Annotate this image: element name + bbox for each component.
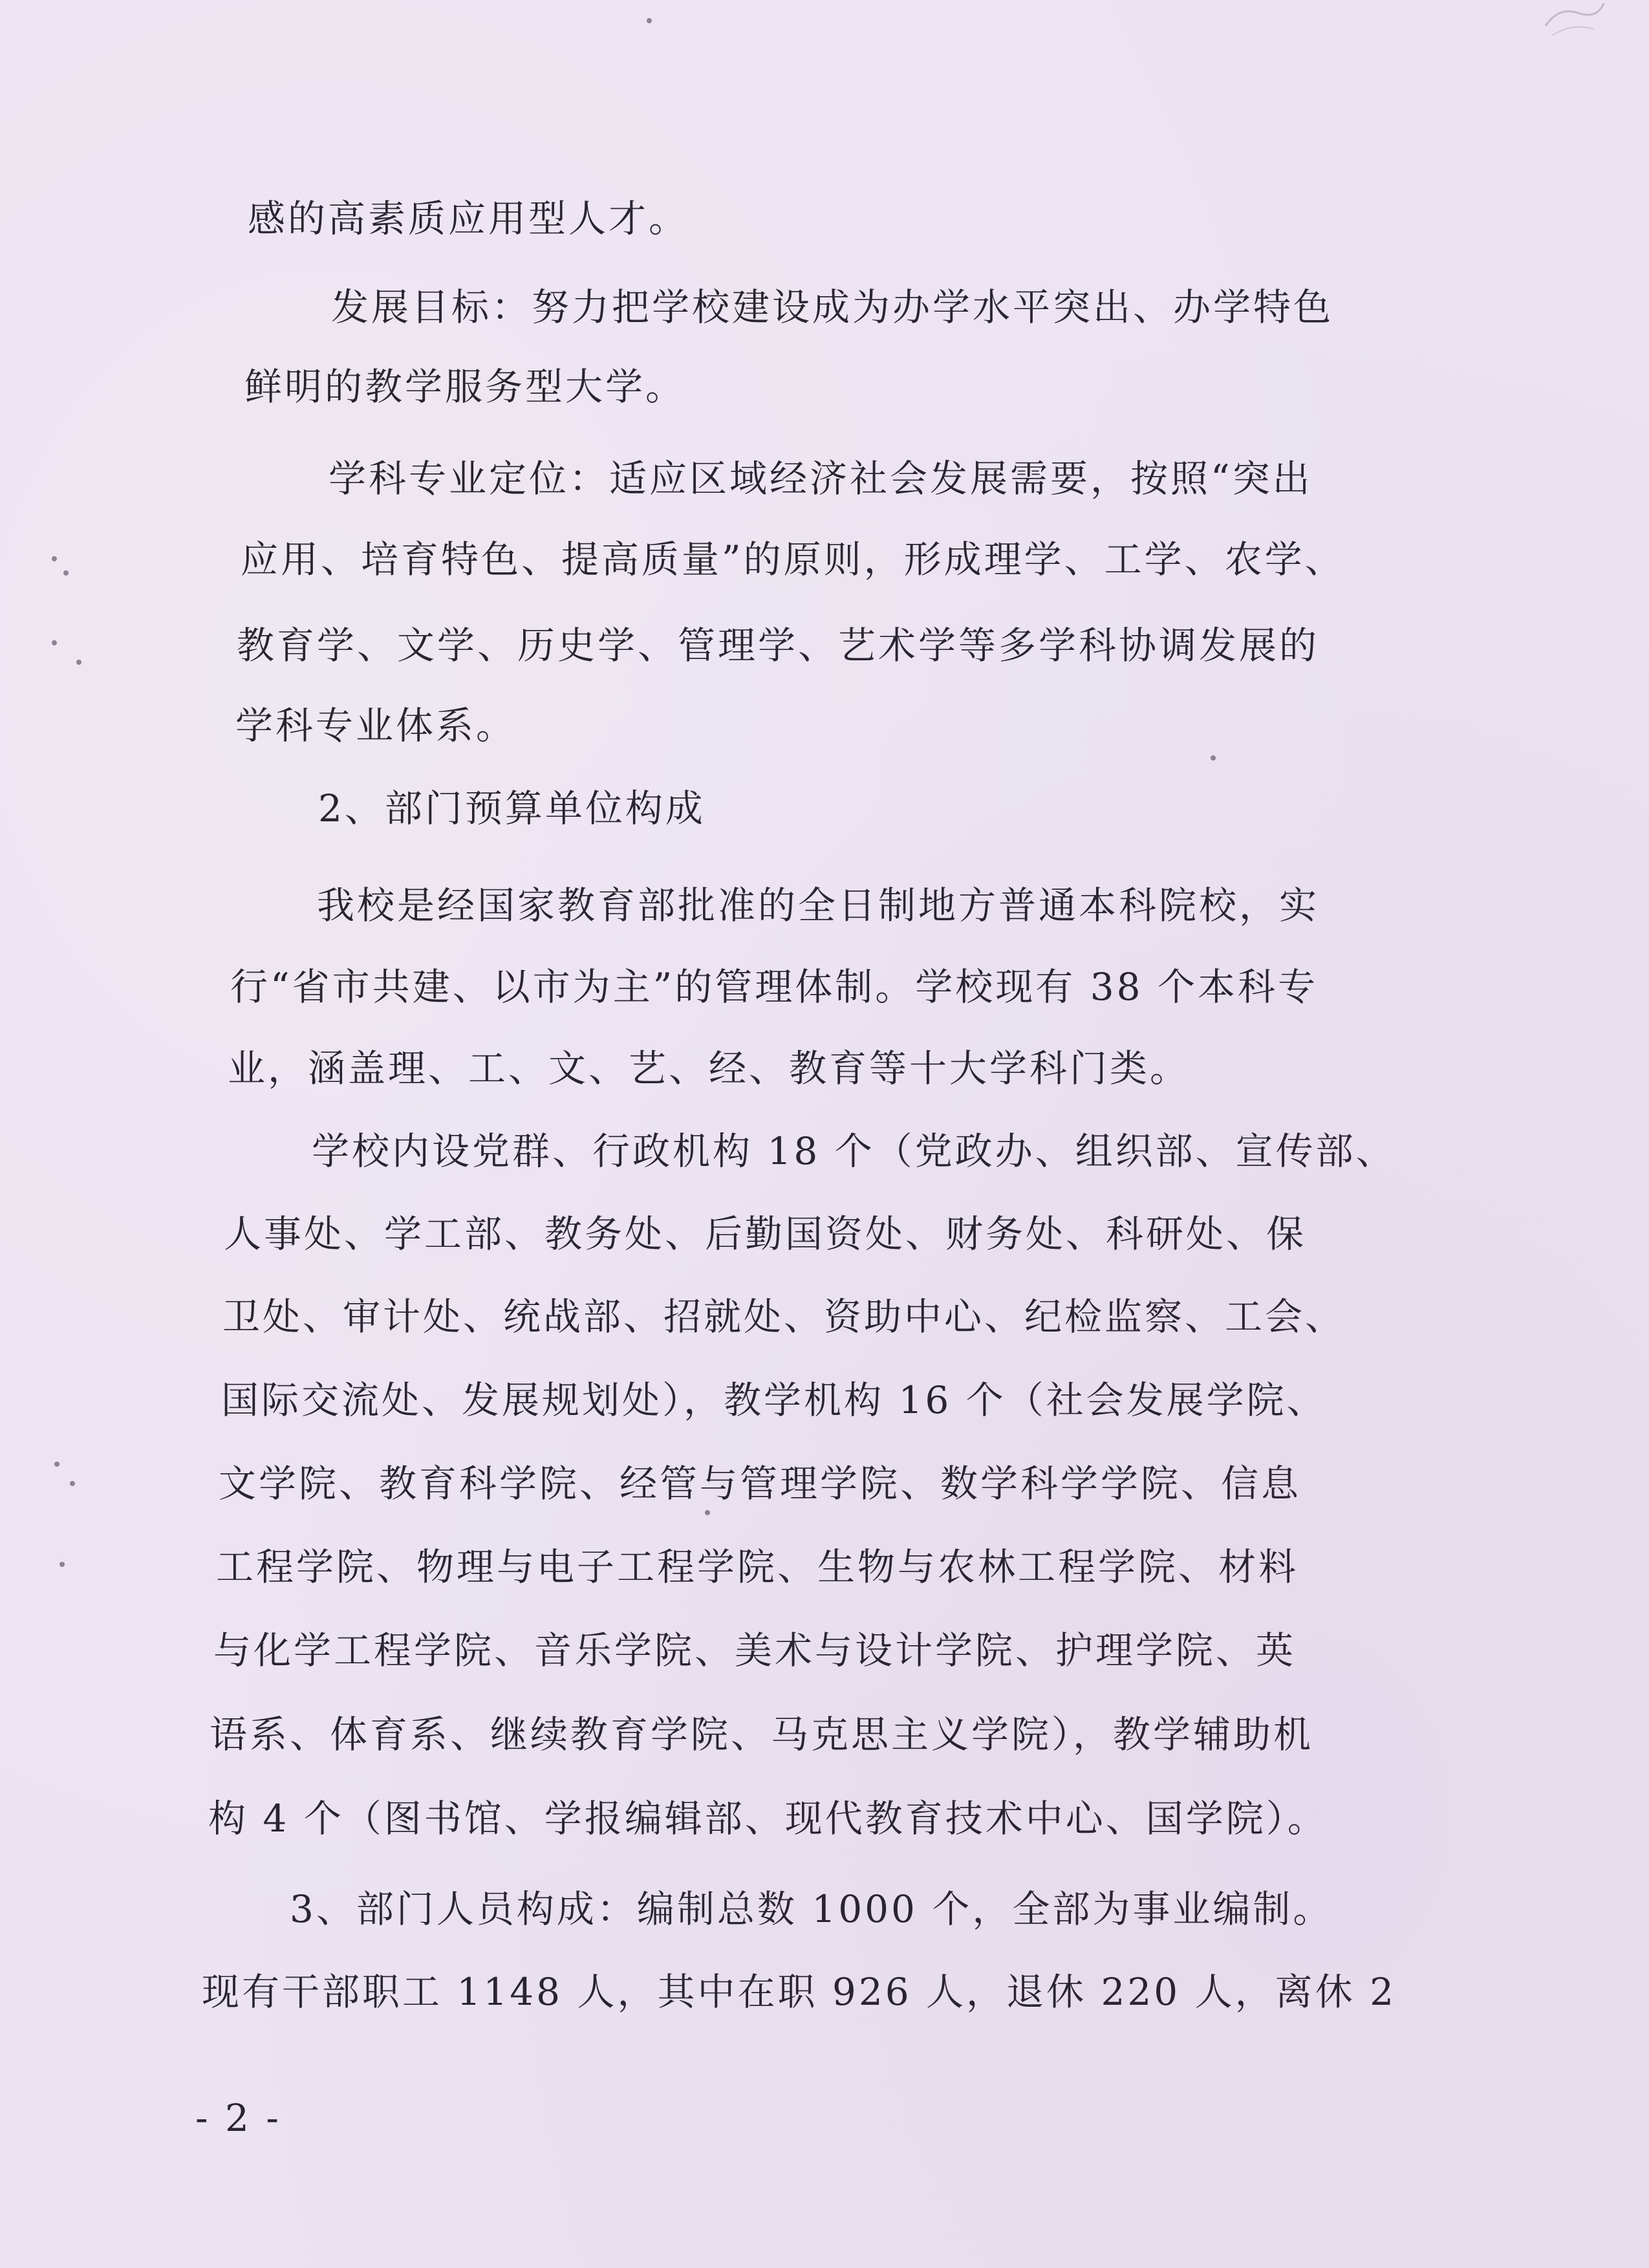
text-line: 学校内设党群、行政机构 18 个（党政办、组织部、宣传部、	[312, 1129, 1396, 1173]
text-line: 行“省市共建、以市为主”的管理体制。学校现有 38 个本科专	[230, 965, 1318, 1009]
text-line: 工程学院、物理与电子工程学院、生物与农林工程学院、材料	[216, 1545, 1299, 1589]
text-line: 发展目标：努力把学校建设成为办学水平突出、办学特色	[331, 285, 1334, 329]
scan-speck	[63, 570, 69, 576]
scan-speck	[76, 660, 81, 665]
scan-speck	[647, 18, 652, 23]
text-line: 卫处、审计处、统战部、招就处、资助中心、纪检监察、工会、	[222, 1295, 1346, 1339]
text-line: 教育学、文学、历史学、管理学、艺术学等多学科协调发展的	[237, 623, 1320, 667]
page-number: - 2 -	[195, 2096, 281, 2140]
text-line: 学科专业定位：适应区域经济社会发展需要，按照“突出	[329, 457, 1313, 501]
corner-smudge	[1539, 0, 1610, 45]
text-line: 国际交流处、发展规划处），教学机构 16 个（社会发展学院、	[221, 1378, 1327, 1422]
text-line: 现有干部职工 1148 人，其中在职 926 人，退休 220 人，离休 2	[202, 1970, 1396, 2014]
text-line: 鲜明的教学服务型大学。	[244, 365, 686, 409]
scan-speck	[52, 556, 57, 561]
text-line: 应用、培育特色、提高质量”的原则，形成理学、工学、农学、	[241, 537, 1345, 581]
text-line: 与化学工程学院、音乐学院、美术与设计学院、护理学院、英	[213, 1628, 1297, 1672]
section-heading: 3、部门人员构成：编制总数 1000 个，全部为事业编制。	[290, 1887, 1333, 1931]
scan-speck	[52, 640, 57, 645]
text-line: 业，涵盖理、工、文、艺、经、教育等十大学科门类。	[228, 1046, 1191, 1090]
scan-speck	[705, 1510, 710, 1515]
text-line: 语系、体育系、继续教育学院、马克思主义学院），教学辅助机	[210, 1712, 1314, 1756]
text-line: 感的高素质应用型人才。	[248, 197, 689, 241]
text-line: 我校是经国家教育部批准的全日制地方普通本科院校，实	[317, 883, 1320, 927]
text-line: 学科专业体系。	[235, 704, 517, 748]
text-line: 人事处、学工部、教务处、后勤国资处、财务处、科研处、保	[224, 1212, 1307, 1256]
text-line: 构 4 个（图书馆、学报编辑部、现代教育技术中心、国学院）。	[208, 1797, 1328, 1841]
scan-speck	[54, 1462, 59, 1467]
scan-speck	[59, 1562, 65, 1567]
section-heading: 2、部门预算单位构成	[318, 786, 706, 830]
text-line: 文学院、教育科学院、经管与管理学院、数学科学学院、信息	[219, 1462, 1302, 1506]
scan-speck	[70, 1481, 75, 1486]
scan-speck	[1211, 755, 1216, 761]
